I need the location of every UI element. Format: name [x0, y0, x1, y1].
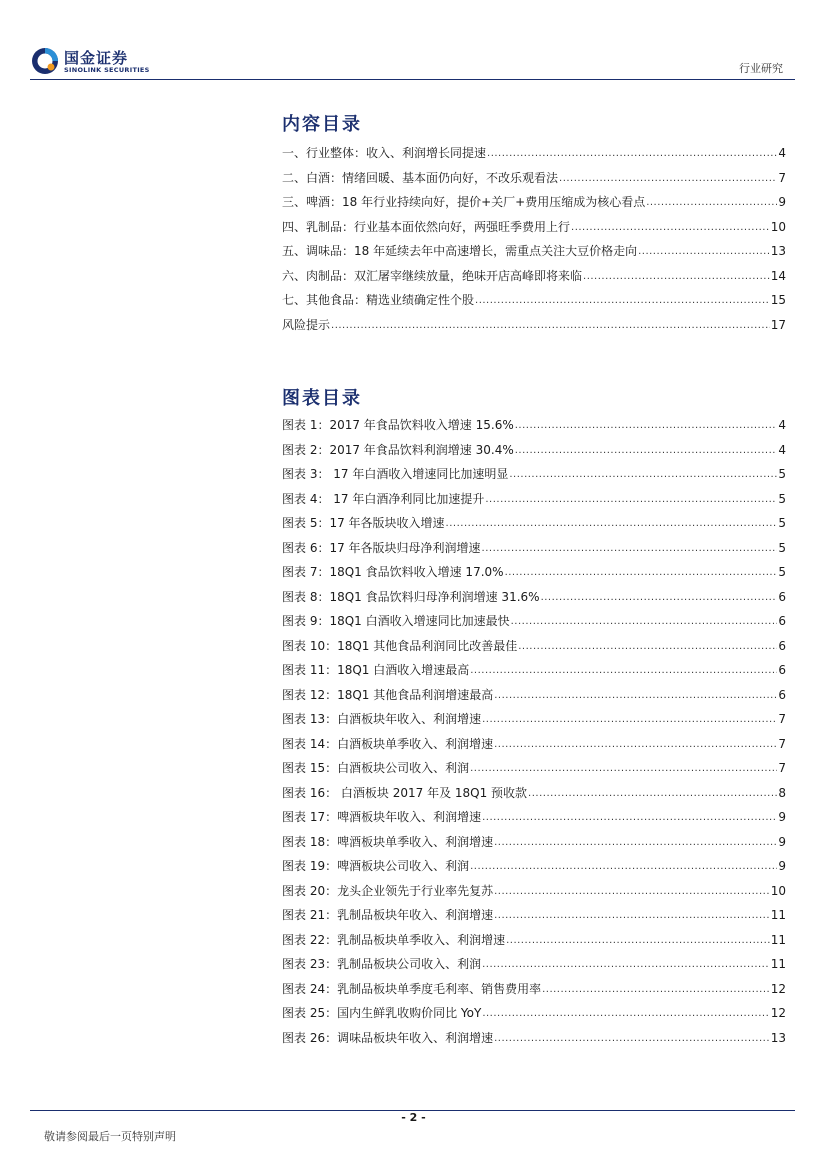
toc-dot-leader	[494, 910, 770, 922]
toc-entry-label: 图表 17：啤酒板块年收入、利润增速	[282, 810, 482, 824]
toc-entry-page: 4	[778, 418, 786, 432]
toc-dot-leader	[494, 1033, 770, 1045]
contents-entry[interactable]	[282, 220, 786, 234]
toc-entry-page: 4	[778, 442, 786, 457]
report-category: 行业研究	[739, 62, 783, 75]
toc-dot-leader	[487, 148, 777, 160]
figures-entry[interactable]	[282, 590, 786, 604]
toc-entry-label: 图表 3： 17 年白酒收入增速同比加速明显	[282, 467, 509, 481]
contents-entry[interactable]	[282, 195, 786, 209]
toc-entry-page: 11	[770, 932, 786, 947]
toc-entry-label: 图表 9：18Q1 白酒收入增速同比加速最快	[282, 614, 510, 628]
toc-entry-page: 10	[770, 219, 786, 234]
contents-entry[interactable]	[282, 146, 786, 160]
figures-entry[interactable]	[282, 810, 786, 824]
toc-entry-label: 图表 18：啤酒板块单季收入、利润增速	[282, 834, 494, 849]
logo-text-en: SINOLINK SECURITIES	[64, 66, 150, 74]
contents-title: 内容目录	[282, 114, 362, 135]
figures-list	[282, 418, 786, 1055]
contents-entry[interactable]	[282, 269, 786, 283]
toc-dot-leader	[482, 543, 778, 555]
toc-dot-leader	[646, 197, 777, 209]
toc-entry-label: 五、调味品：18 年延续去年中高速增长，需重点关注大豆价格走向	[282, 244, 638, 258]
disclaimer-text: 敬请参阅最后一页特别声明	[44, 1130, 176, 1143]
toc-entry-label: 图表 8：18Q1 食品饮料归母净利润增速 31.6%	[282, 589, 540, 604]
toc-entry-page: 13	[770, 1030, 786, 1045]
toc-entry-page: 11	[770, 957, 786, 971]
toc-entry-page: 5	[778, 491, 786, 506]
toc-dot-leader	[482, 959, 770, 971]
figures-entry[interactable]	[282, 639, 786, 653]
toc-entry-page: 13	[770, 244, 786, 258]
toc-entry-label: 四、乳制品：行业基本面依然向好，两强旺季费用上行	[282, 219, 571, 234]
toc-entry-label: 图表 4： 17 年白酒净利同比加速提升	[282, 491, 485, 506]
toc-entry-page: 6	[778, 614, 786, 628]
toc-entry-label: 图表 15：白酒板块公司收入、利润	[282, 761, 470, 775]
toc-dot-leader	[494, 739, 777, 751]
toc-entry-label: 图表 11：18Q1 白酒收入增速最高	[282, 663, 470, 677]
toc-dot-leader	[470, 665, 777, 677]
toc-dot-leader	[482, 714, 777, 726]
toc-dot-leader	[515, 420, 778, 432]
toc-dot-leader	[470, 861, 777, 873]
figures-entry[interactable]	[282, 1031, 786, 1045]
figures-entry[interactable]	[282, 467, 786, 481]
toc-entry-label: 图表 20：龙头企业领先于行业率先复苏	[282, 883, 494, 898]
figures-entry[interactable]	[282, 761, 786, 775]
toc-entry-label: 三、啤酒：18 年行业持续向好，提价+关厂+费用压缩成为核心看点	[282, 195, 646, 209]
toc-entry-page: 7	[778, 170, 786, 185]
toc-entry-label: 图表 24：乳制品板块单季度毛利率、销售费用率	[282, 981, 542, 996]
toc-entry-page: 5	[778, 565, 786, 579]
toc-dot-leader	[482, 812, 777, 824]
toc-dot-leader	[528, 788, 777, 800]
toc-dot-leader	[494, 886, 770, 898]
toc-entry-label: 图表 22：乳制品板块单季收入、利润增速	[282, 932, 506, 947]
figures-title: 图表目录	[282, 388, 362, 409]
toc-entry-page: 12	[770, 1006, 786, 1020]
figures-entry[interactable]	[282, 835, 786, 849]
figures-entry[interactable]	[282, 541, 786, 555]
toc-dot-leader	[494, 690, 777, 702]
toc-entry-page: 10	[770, 883, 786, 898]
toc-entry-label: 图表 26：调味品板块年收入、利润增速	[282, 1030, 494, 1045]
sinolink-logo-icon	[30, 46, 60, 76]
contents-entry[interactable]	[282, 171, 786, 185]
toc-entry-label: 图表 21：乳制品板块年收入、利润增速	[282, 908, 494, 922]
toc-entry-page: 5	[778, 467, 786, 481]
toc-entry-label: 图表 25：国内生鲜乳收购价同比 YoY	[282, 1006, 482, 1020]
figures-entry[interactable]	[282, 663, 786, 677]
toc-dot-leader	[511, 616, 778, 628]
toc-entry-label: 图表 2：2017 年食品饮料利润增速 30.4%	[282, 442, 514, 457]
figures-entry[interactable]	[282, 786, 786, 800]
toc-entry-label: 图表 6：17 年各版块归母净利润增速	[282, 540, 481, 555]
toc-dot-leader	[542, 984, 770, 996]
header-divider	[30, 79, 795, 80]
toc-dot-leader	[509, 469, 777, 481]
figures-entry[interactable]	[282, 908, 786, 922]
figures-entry[interactable]	[282, 492, 786, 506]
toc-dot-leader	[470, 763, 777, 775]
toc-entry-page: 9	[778, 195, 786, 209]
figures-entry[interactable]	[282, 884, 786, 898]
toc-entry-label: 图表 10：18Q1 其他食品利润同比改善最佳	[282, 638, 518, 653]
toc-dot-leader	[515, 445, 778, 457]
toc-entry-page: 5	[778, 540, 786, 555]
figures-entry[interactable]	[282, 859, 786, 873]
toc-entry-label: 六、肉制品：双汇屠宰继续放量，绝味开店高峰即将来临	[282, 268, 583, 283]
toc-dot-leader	[494, 837, 777, 849]
toc-entry-label: 图表 1：2017 年食品饮料收入增速 15.6%	[282, 418, 514, 432]
toc-entry-page: 9	[778, 859, 786, 873]
figures-entry[interactable]	[282, 418, 786, 432]
toc-entry-page: 12	[770, 981, 786, 996]
toc-dot-leader	[541, 592, 778, 604]
figures-entry[interactable]	[282, 737, 786, 751]
toc-entry-page: 9	[778, 810, 786, 824]
toc-entry-page: 6	[778, 687, 786, 702]
figures-entry[interactable]	[282, 982, 786, 996]
toc-entry-label: 图表 14：白酒板块单季收入、利润增速	[282, 736, 494, 751]
toc-entry-page: 4	[778, 146, 786, 160]
toc-dot-leader	[482, 1008, 769, 1020]
figures-entry[interactable]	[282, 565, 786, 579]
toc-entry-page: 6	[778, 638, 786, 653]
toc-dot-leader	[446, 518, 778, 530]
toc-entry-label: 图表 12：18Q1 其他食品利润增速最高	[282, 687, 494, 702]
toc-dot-leader	[638, 246, 770, 258]
toc-dot-leader	[475, 295, 770, 307]
sinolink-logo	[30, 46, 155, 80]
figures-entry[interactable]	[282, 443, 786, 457]
page-header	[0, 0, 827, 82]
toc-entry-page: 7	[778, 736, 786, 751]
toc-dot-leader	[559, 173, 777, 185]
toc-entry-label: 图表 7：18Q1 食品饮料收入增速 17.0%	[282, 565, 504, 579]
toc-entry-label: 图表 19：啤酒板块公司收入、利润	[282, 859, 470, 873]
toc-entry-label: 图表 16： 白酒板块 2017 年及 18Q1 预收款	[282, 785, 528, 800]
toc-entry-page: 5	[778, 516, 786, 530]
logo-text-cn: 国金证券	[64, 49, 129, 67]
figures-entry[interactable]	[282, 933, 786, 947]
toc-entry-page: 17	[770, 317, 786, 332]
toc-dot-leader	[485, 494, 777, 506]
figures-entry[interactable]	[282, 957, 786, 971]
toc-entry-label: 图表 5：17 年各版块收入增速	[282, 516, 445, 530]
toc-dot-leader	[505, 567, 778, 579]
toc-entry-page: 11	[770, 908, 786, 922]
toc-entry-page: 15	[770, 293, 786, 307]
toc-entry-label: 图表 13：白酒板块年收入、利润增速	[282, 712, 482, 726]
toc-dot-leader	[583, 271, 770, 283]
figures-entry[interactable]	[282, 614, 786, 628]
toc-dot-leader	[331, 320, 770, 332]
toc-entry-label: 七、其他食品：精选业绩确定性个股	[282, 293, 475, 307]
figures-entry[interactable]	[282, 1006, 786, 1020]
figures-entry[interactable]	[282, 712, 786, 726]
contents-list	[282, 146, 786, 342]
contents-entry[interactable]	[282, 244, 786, 258]
toc-entry-label: 二、白酒：情绪回暖、基本面仍向好，不改乐观看法	[282, 170, 559, 185]
toc-entry-label: 一、行业整体：收入、利润增长同提速	[282, 146, 487, 160]
figures-entry[interactable]	[282, 688, 786, 702]
toc-entry-label: 图表 23：乳制品板块公司收入、利润	[282, 957, 482, 971]
figures-entry[interactable]	[282, 516, 786, 530]
toc-dot-leader	[518, 641, 777, 653]
toc-entry-page: 7	[778, 712, 786, 726]
toc-dot-leader	[571, 222, 770, 234]
toc-entry-page: 7	[778, 761, 786, 775]
contents-entry[interactable]	[282, 293, 786, 307]
toc-entry-page: 14	[770, 268, 786, 283]
toc-entry-page: 6	[778, 663, 786, 677]
toc-entry-page: 9	[778, 834, 786, 849]
toc-entry-page: 6	[778, 589, 786, 604]
toc-dot-leader	[506, 935, 770, 947]
page-number: - 2 -	[401, 1111, 426, 1124]
toc-entry-page: 8	[778, 785, 786, 800]
contents-entry[interactable]	[282, 318, 786, 332]
toc-entry-label: 风险提示	[282, 317, 331, 332]
